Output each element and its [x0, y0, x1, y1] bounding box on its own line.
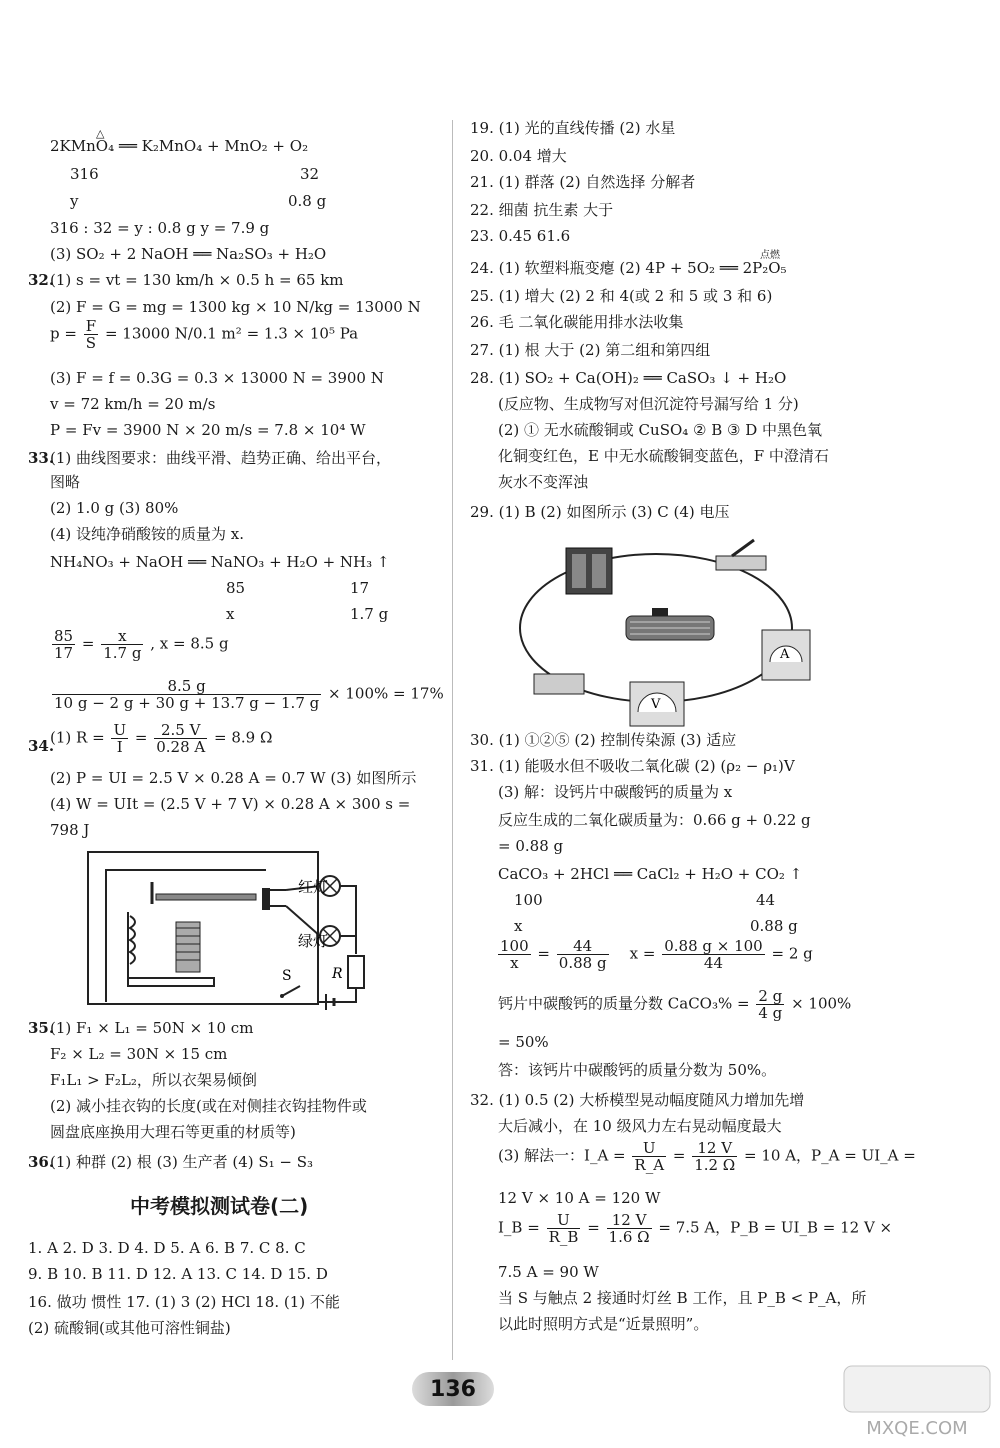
- answer-line: 灰水不变浑浊: [498, 473, 589, 491]
- answer-line: 19. (1) 光的直线传播 (2) 水星: [470, 119, 676, 137]
- answer-line: (2) 减小挂衣钩的长度(或在对侧挂衣钩挂物件或: [50, 1097, 367, 1115]
- var-x: x: [226, 605, 235, 623]
- answer-line: 25. (1) 增大 (2) 2 和 4(或 2 和 5 或 3 和 6): [470, 287, 773, 305]
- answer-line: 28. (1) SO₂ + Ca(OH)₂ ══ CaSO₃ ↓ + H₂O: [470, 369, 787, 387]
- percent-fraction: 钙片中碳酸钙的质量分数 CaCO₃% = $\frac{2 g}{4 g}$ × 100%: [498, 987, 852, 1022]
- answer-line: 27. (1) 根 大于 (2) 第二组和第四组: [470, 341, 711, 359]
- answer-line: 图略: [50, 473, 81, 491]
- ignite-condition: 点燃: [760, 250, 780, 261]
- question-number: 35.: [28, 1019, 55, 1037]
- resistor-label: R: [332, 966, 343, 982]
- mass-0-88g: 0.88 g: [750, 917, 798, 935]
- answer-line: (4) W = UIt = (2.5 V + 7 V) × 0.28 A × 300 s =: [50, 795, 411, 813]
- column-divider: [452, 120, 453, 1360]
- question-number: 34.: [28, 737, 55, 755]
- answer-line: (2) ① 无水硫酸铜或 CuSO₄ ② B ③ D 中黑色氧: [498, 421, 823, 439]
- answer-line: 12 V × 10 A = 120 W: [498, 1189, 661, 1207]
- answer-line: 26. 毛 二氧化碳能用排水法收集: [470, 313, 684, 331]
- switch-label: S: [282, 968, 292, 984]
- equation-kmno4: 2KMnO₄ ══ K₂MnO₄ + MnO₂ + O₂: [50, 137, 309, 155]
- mass-17: 17: [350, 579, 370, 597]
- answer-line: 22. 细菌 抗生素 大于: [470, 201, 614, 219]
- mass-44: 44: [756, 891, 776, 909]
- relay-circuit-diagram: [86, 850, 376, 1010]
- answer-line: 23. 0.45 61.6: [470, 227, 571, 245]
- answer-line: 圆盘底座换用大理石等更重的材质等): [50, 1123, 296, 1141]
- question-number: 32.: [28, 271, 55, 289]
- equation-caco3: CaCO₃ + 2HCl ══ CaCl₂ + H₂O + CO₂ ↑: [498, 865, 803, 883]
- answer-line: 31. (1) 能吸水但不吸收二氧化碳 (2) (ρ₂ − ρ₁)V: [470, 757, 795, 775]
- mass-85: 85: [226, 579, 246, 597]
- mass-0-8g: 0.8 g: [288, 192, 327, 210]
- voltmeter-label: V: [651, 697, 661, 712]
- mass-1-7g: 1.7 g: [350, 605, 389, 623]
- mc-answers-row-2: 9. B 10. B 11. D 12. A 13. C 14. D 15. D: [28, 1265, 328, 1283]
- answer-line: 30. (1) ①②⑤ (2) 控制传染源 (3) 适应: [470, 731, 737, 749]
- section-title: 中考模拟测试卷(二): [130, 1194, 309, 1218]
- question-number: 33.: [28, 449, 55, 467]
- answer-line: P = Fv = 3900 N × 20 m/s = 7.8 × 10⁴ W: [50, 421, 366, 439]
- resistance-formula: (1) R = $\frac{U}{I}$ = $\frac{2.5 V}{0.28 A}$ = 8.9 Ω: [50, 721, 273, 756]
- answer-line: 当 S 与触点 2 接通时灯丝 B 工作，且 P_B < P_A，所: [498, 1289, 867, 1307]
- answer-line: 大后减小，在 10 级风力左右晃动幅度最大: [498, 1117, 782, 1135]
- red-lamp-label: 红灯: [298, 878, 329, 896]
- answer-line: (反应物、生成物写对但沉淀符号漏写给 1 分): [498, 395, 799, 413]
- answer-line: 化铜变红色，E 中无水硫酸铜变蓝色，F 中澄清石: [498, 447, 829, 465]
- percent-fraction: $\frac{8.5 g}{10 g - 2 g + 30 g + 13.7 g - 1.7 g}$ × 100% = 17%: [54, 677, 444, 712]
- answer-line: F₂ × L₂ = 30N × 15 cm: [50, 1045, 228, 1063]
- ratio-fraction: $\frac{100}{x}$ = $\frac{44}{0.88 g}$ x = $\frac{0.88 g \times 100}{44}$ = 2 g: [500, 937, 813, 972]
- watermark-logo: [842, 1362, 992, 1442]
- answer-line: 以此时照明方式是“近景照明”。: [498, 1315, 709, 1333]
- answer-line: (4) 设纯净硝酸铵的质量为 x.: [50, 525, 245, 543]
- mass-316: 316: [70, 165, 99, 183]
- circuit-sketch-diagram: [516, 532, 832, 728]
- answer-line: (1) 曲线图要求：曲线平滑、趋势正确、给出平台，: [50, 449, 392, 467]
- answer-line: (1) 种群 (2) 根 (3) 生产者 (4) S₁ − S₃: [50, 1153, 314, 1171]
- mass-100: 100: [514, 891, 543, 909]
- answer-line: v = 72 km/h = 20 m/s: [50, 395, 216, 413]
- answer-line: (2) F = G = mg = 1300 kg × 10 N/kg = 13000 N: [50, 298, 421, 316]
- answer-line: (3) 解：设钙片中碳酸钙的质量为 x: [498, 783, 733, 801]
- answer-line: (3) F = f = 0.3G = 0.3 × 13000 N = 3900 N: [50, 369, 384, 387]
- var-y: y: [70, 192, 79, 210]
- answer-line: (2) P = UI = 2.5 V × 0.28 A = 0.7 W (3) 如图所示: [50, 769, 417, 787]
- answer-line: 29. (1) B (2) 如图所示 (3) C (4) 电压: [470, 503, 730, 521]
- answer-line: = 50%: [498, 1033, 549, 1051]
- ratio-line: 316 : 32 = y : 0.8 g y = 7.9 g: [50, 219, 270, 237]
- equation-so2: (3) SO₂ + 2 NaOH ══ Na₂SO₃ + H₂O: [50, 245, 327, 263]
- ammeter-label: A: [780, 647, 790, 662]
- answer-line: 798 J: [50, 821, 90, 839]
- page-number-badge: 136: [412, 1372, 494, 1406]
- current-formula-a: (3) 解法一：I_A = $\frac{U}{R\_A}$ = $\frac{12 V}{1.2 \Omega}$ = 10 A，P_A = UI_A =: [498, 1139, 916, 1174]
- var-x: x: [514, 917, 523, 935]
- equation-nh4no3: NH₄NO₃ + NaOH ══ NaNO₃ + H₂O + NH₃ ↑: [50, 553, 390, 571]
- current-formula-b: I_B = $\frac{U}{R\_B}$ = $\frac{12 V}{1.6 \Omega}$ = 7.5 A，P_B = UI_B = 12 V ×: [498, 1211, 893, 1246]
- answer-line: F₁L₁ > F₂L₂，所以衣架易倾倒: [50, 1071, 257, 1089]
- answer-line: (2) 1.0 g (3) 80%: [50, 499, 179, 517]
- green-lamp-label: 绿灯: [298, 932, 329, 950]
- mass-32: 32: [300, 165, 320, 183]
- answer-line: = 0.88 g: [498, 837, 564, 855]
- answer-line: 32. (1) 0.5 (2) 大桥模型晃动幅度随风力增加先增: [470, 1091, 805, 1109]
- answer-line: 反应生成的二氧化碳质量为：0.66 g + 0.22 g: [498, 811, 811, 829]
- mc-answers-row-4: (2) 硫酸铜(或其他可溶性铜盐): [28, 1319, 231, 1337]
- answer-line: (1) s = vt = 130 km/h × 0.5 h = 65 km: [50, 271, 344, 289]
- pressure-formula: p = $\frac{F}{S}$ = 13000 N/0.1 m² = 1.3 × 10⁵ Pa: [50, 317, 359, 352]
- heat-condition: △: [96, 127, 105, 140]
- mc-answers-row-3: 16. 做功 惯性 17. (1) 3 (2) HCl 18. (1) 不能: [28, 1293, 340, 1311]
- watermark-text: MXQE.COM: [866, 1418, 968, 1439]
- answer-line: 答：该钙片中碳酸钙的质量分数为 50%。: [498, 1061, 777, 1079]
- ratio-fraction: $\frac{85}{17}$ = $\frac{x}{1.7 g}$ , x = 8.5 g: [54, 627, 229, 662]
- answer-line: (1) F₁ × L₁ = 50N × 10 cm: [50, 1019, 254, 1037]
- answer-line: 21. (1) 群落 (2) 自然选择 分解者: [470, 173, 696, 191]
- question-number: 36.: [28, 1153, 55, 1171]
- answer-line: 7.5 A = 90 W: [498, 1263, 599, 1281]
- mc-answers-row-1: 1. A 2. D 3. D 4. D 5. A 6. B 7. C 8. C: [28, 1239, 306, 1257]
- answer-line: 20. 0.04 增大: [470, 147, 567, 165]
- answer-line: 24. (1) 软塑料瓶变瘪 (2) 4P + 5O₂ ══ 2P₂O₅: [470, 259, 787, 277]
